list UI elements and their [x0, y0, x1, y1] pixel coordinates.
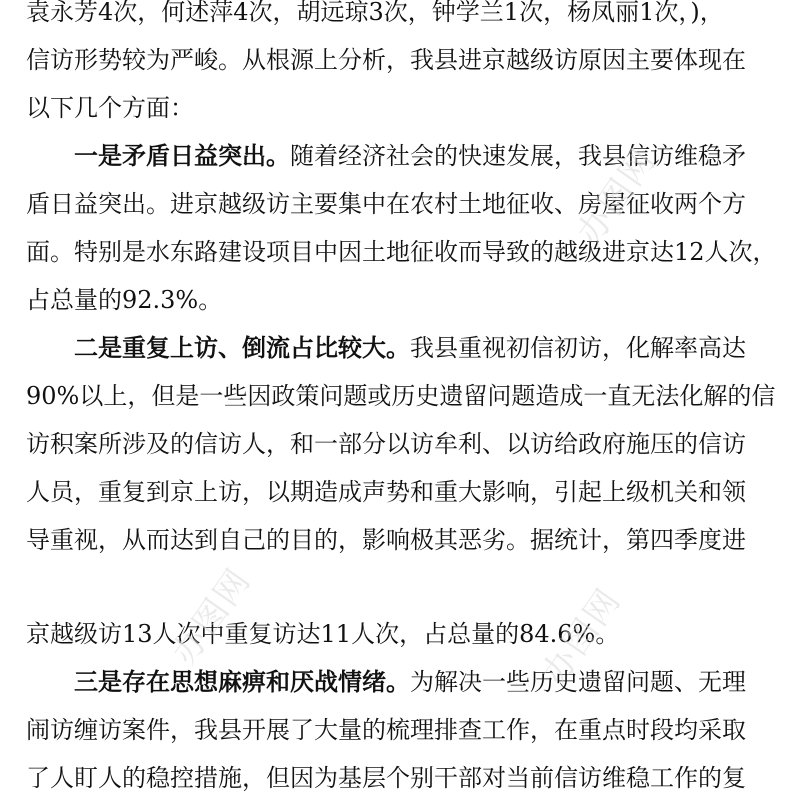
paragraph-line: 面。特别是水东路建设项目中因土地征收而导致的越级进京达12人次， — [26, 238, 777, 266]
paragraph-line: 访积案所涉及的信访人，和一部分以访牟利、以访给政府施压的信访 — [26, 430, 746, 458]
section-heading: 二是重复上访、倒流占比较大。 — [74, 333, 410, 362]
watermark-text: 办图网 — [569, 140, 665, 253]
section-heading: 三是存在思想麻痹和厌战情绪。 — [74, 667, 410, 696]
paragraph-heading-line: 二是重复上访、倒流占比较大。我县重视初信初访，化解率高达 — [74, 333, 746, 362]
paragraph-line: 闹访缠访案件，我县开展了大量的梳理排查工作，在重点时段均采取 — [26, 716, 746, 744]
paragraph-line: 人员，重复到京上访，以期造成声势和重大影响，引起上级机关和领 — [26, 478, 746, 506]
watermark-text: 办图网 — [534, 580, 630, 693]
paragraph-line: 以下几个方面： — [26, 94, 194, 122]
watermark-text: 办图网 — [164, 560, 260, 673]
paragraph-heading-line: 一是矛盾日益突出。随着经济社会的快速发展，我县信访维稳矛 — [74, 141, 746, 170]
paragraph-heading-line: 三是存在思想麻痹和厌战情绪。为解决一些历史遗留问题、无理 — [74, 667, 746, 696]
paragraph-line: 占总量的92.3%。 — [26, 286, 223, 314]
paragraph-line: 盾日益突出。进京越级访主要集中在农村土地征收、房屋征收两个方 — [26, 190, 746, 218]
section-heading: 一是矛盾日益突出。 — [74, 141, 290, 170]
paragraph-line: 信访形势较为严峻。从根源上分析，我县进京越级访原因主要体现在 — [26, 46, 746, 74]
paragraph-line: 袁永芳4次，何述萍4次，胡远琼3次，钟学兰1次，杨凤丽1次，)， — [26, 0, 724, 26]
paragraph-line: 京越级访13人次中重复访达11人次，占总量的84.6%。 — [26, 620, 620, 648]
paragraph-line: 了人盯人的稳控措施，但因为基层个别干部对当前信访维稳工作的复 — [26, 764, 746, 792]
paragraph-line: 导重视，从而达到自己的目的，影响极其恶劣。据统计，第四季度进 — [26, 526, 746, 554]
paragraph-line: 90%以上，但是一些因政策问题或历史遗留问题造成一直无法化解的信 — [26, 382, 776, 410]
